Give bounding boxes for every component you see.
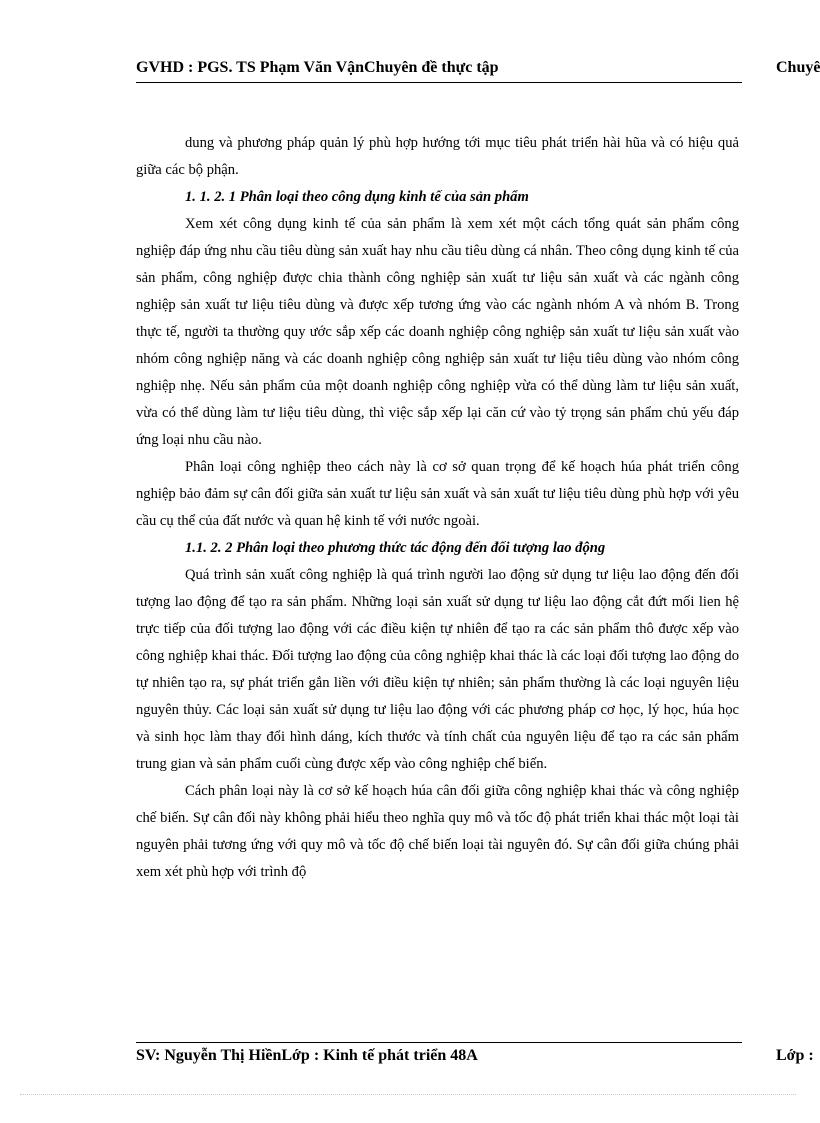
paragraph-5: Cách phân loại này là cơ sở kế hoạch húa cân đối giữa công nghiệp khai thác và công nghiệp chế biến. Sự cân đối này không phải hiểu theo nghĩa quy mô và tốc độ phát triển khai thác một loại tài nguyên phải tương ứng với quy mô và tốc độ chế biến loại tài nguyên đó. Sự cân đối giữa chúng phải xem xét phù hợp với trình độ: [136, 783, 739, 880]
paragraph-1: dung và phương pháp quản lý phù hợp hướng tới mục tiêu phát triển hài hũa và có hiệu quả giữa các bộ phận.: [136, 135, 739, 178]
section-heading-1-1-2-2: 1.1. 2. 2 Phân loại theo phương thức tác động đến đối tượng lao động: [185, 540, 606, 556]
document-body: [136, 130, 739, 886]
paragraph-3: Phân loại công nghiệp theo cách này là cơ sở quan trọng để kế hoạch húa phát triển công nghiệp bảo đảm sự cân đối giữa sản xuất tư liệu sản xuất và sản xuất tư liệu tiêu dùng phù hợp với yêu cầu cụ thể của đất nước và quan hệ kinh tế với nước ngoài.: [136, 459, 739, 529]
page-footer: [136, 1042, 814, 1073]
page-header: [136, 56, 820, 83]
page-bottom-divider: [20, 1094, 796, 1095]
header-overflow-text: Chuyê: [776, 59, 820, 76]
paragraph-4: Quá trình sản xuất công nghiệp là quá trình người lao động sử dụng tư liệu lao động đến đối tượng lao động để tạo ra sản phẩm. Những loại sản xuất sử dụng tư liệu lao động cắt đứt mối lien hệ trực tiếp của đối tượng lao động với các điều kiện tự nhiên để tạo ra các sản phẩm thô được xếp vào công nghiệp khai thác. Đối tượng lao động của công nghiệp khai thác là các loại đối tượng lao động do tự nhiên tạo ra, sự phát triển gắn liền với điều kiện tự nhiên; sản phẩm thường là các loại nguyên liệu nguyên thủy. Các loại sản xuất sử dụng tư liệu lao động với các phương pháp cơ học, lý học, húa học và sinh học làm thay đổi hình dáng, kích thước và tính chất của nguyên liệu để tạo ra các sản phẩm trung gian và sản phẩm cuối cùng được xếp vào công nghiệp chế biến.: [136, 567, 739, 772]
paragraph-2: Xem xét công dụng kinh tế của sản phẩm là xem xét một cách tổng quát sản phẩm công nghiệp đáp ứng nhu cầu tiêu dùng sản xuất hay nhu cầu tiêu dùng cá nhân. Theo công dụng kinh tế của sản phẩm, công nghiệp được chia thành công nghiệp sản xuất tư liệu sản xuất và các ngành công nghiệp sản xuất tư liệu tiêu dùng và được xếp tương ứng vào các ngành nhóm A và nhóm B. Trong thực tế, người ta thường quy ước sắp xếp các doanh nghiệp công nghiệp sản xuất tư liệu sản xuất vào nhóm công nghiệp năng và các doanh nghiệp công nghiệp sản xuất tư liệu tiêu dùng vào nhóm công nghiệp nhẹ. Nếu sản phẩm của một doanh nghiệp công nghiệp vừa có thể dùng làm tư liệu sản xuất, vừa có thể dùng làm tư liệu tiêu dùng, thì việc sắp xếp lại căn cứ vào tỷ trọng sản phẩm chủ yếu đáp ứng loại nhu cầu nào.: [136, 216, 739, 448]
section-heading-1-1-2-1: 1. 1. 2. 1 Phân loại theo công dụng kinh tế của sản phẩm: [185, 189, 529, 205]
footer-student-text: SV: Nguyễn Thị HiềnLớp : Kinh tế phát triển 48A: [136, 1047, 478, 1064]
footer-overflow-text: Lớp :: [776, 1047, 814, 1064]
header-supervisor-text: GVHD : PGS. TS Phạm Văn VậnChuyên đề thực tập: [136, 59, 499, 76]
